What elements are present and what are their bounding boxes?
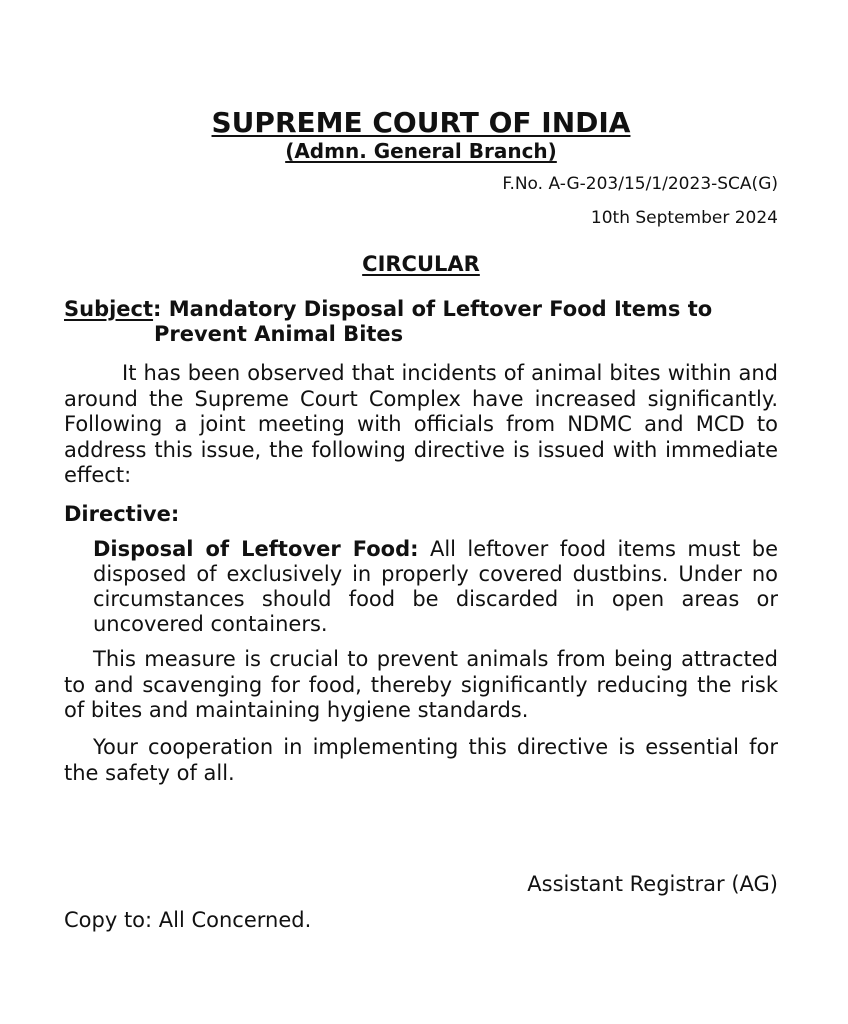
intro-paragraph: It has been observed that incidents of animal bites within and around the Supreme Court Complex have increased significantly. Following a joint meeting with officials from NDMC and MCD to address this issue, the following directive is issued with immediate effect: xyxy=(64,361,778,487)
directive-label: Disposal of Leftover Food: xyxy=(93,537,419,561)
directive-heading: Directive: xyxy=(64,502,180,526)
subject-text-line2: Prevent Animal Bites xyxy=(154,322,404,346)
document-date: 10th September 2024 xyxy=(590,208,778,228)
signatory: Assistant Registrar (AG) xyxy=(527,872,778,896)
directive-item xyxy=(93,537,778,637)
document-subtitle: (Admn. General Branch) xyxy=(285,139,557,163)
measure-paragraph: This measure is crucial to prevent animals from being attracted to and scavenging for food, thereby significantly reducing the risk of bites and maintaining hygiene standards. xyxy=(64,647,778,722)
circular-heading: CIRCULAR xyxy=(362,252,480,276)
copy-to: Copy to: All Concerned. xyxy=(64,908,312,932)
directive-text: All leftover food items must be disposed of exclusively in properly covered dustbins. Under no circumstances should food be discarded in open areas or uncovered containers. xyxy=(93,537,778,636)
file-number: F.No. A-G-203/15/1/2023-SCA(G) xyxy=(502,174,778,194)
document-title: SUPREME COURT OF INDIA xyxy=(211,106,631,139)
cooperation-paragraph: Your cooperation in implementing this directive is essential for the safety of all. xyxy=(64,735,778,785)
subject-block xyxy=(64,297,778,347)
subject-label: Subject xyxy=(64,297,154,321)
subject-text-line1: : Mandatory Disposal of Leftover Food Items to xyxy=(153,297,713,321)
